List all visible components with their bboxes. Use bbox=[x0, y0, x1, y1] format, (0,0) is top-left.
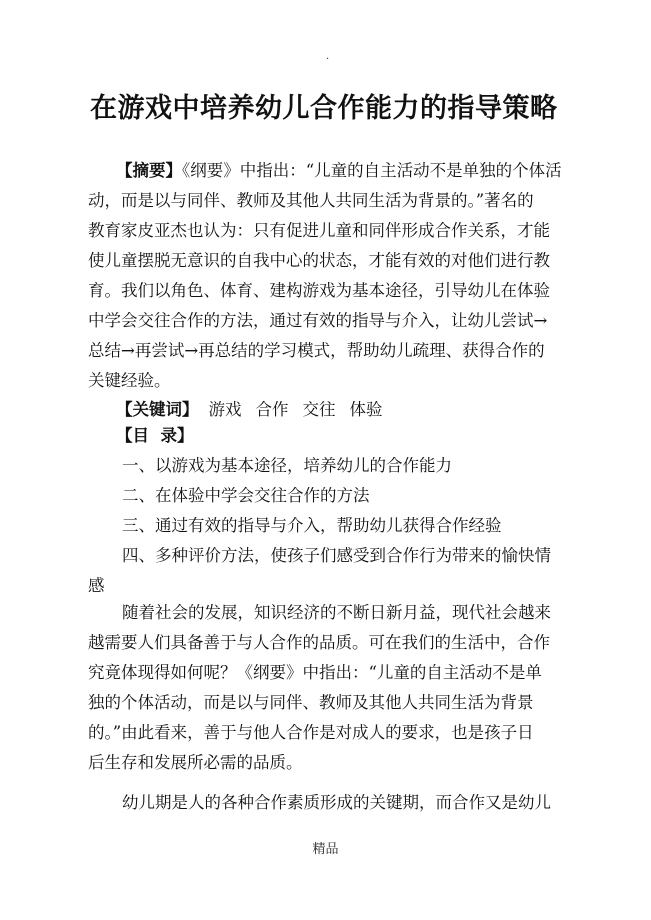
paragraph-line: 独的个体活动，而是以与同伴、教师及其他人共同生活为背景 bbox=[88, 693, 534, 712]
toc-item-continuation: 感 bbox=[88, 576, 105, 595]
paragraph-line: 究竟体现得如何呢？《纲要》中指出：“儿童的自主活动不是单 bbox=[88, 663, 542, 682]
keyword-item: 游戏 bbox=[208, 400, 242, 419]
abstract-line: 总结→再尝试→再总结的学习模式，帮助幼儿疏理、获得合作的 bbox=[88, 341, 545, 360]
abstract-text: 《纲要》中指出：“儿童的自主活动不是单独的个体活 bbox=[182, 161, 562, 180]
keywords-label: 【关键词】 bbox=[116, 400, 199, 419]
paragraph-line: 越需要人们具备善于与人合作的品质。可在我们的生活中，合作 bbox=[88, 633, 550, 652]
paragraph-line: 幼儿期是人的各种合作素质形成的关键期，而合作又是幼儿 bbox=[122, 793, 551, 812]
abstract-line: 中学会交往合作的方法，通过有效的指导与介入，让幼儿尝试→ bbox=[88, 311, 548, 330]
toc-item: 二、在体验中学会交往合作的方法 bbox=[122, 486, 370, 505]
abstract-line: 使儿童摆脱无意识的自我中心的状态，才能有效的对他们进行教 bbox=[88, 251, 550, 270]
document-title: 在游戏中培养幼儿合作能力的指导策略 bbox=[90, 93, 558, 124]
keyword-item: 体验 bbox=[349, 400, 383, 419]
paragraph-line: 的。”由此看来，善于与他人合作是对成人的要求，也是孩子日 bbox=[88, 723, 534, 742]
abstract-line bbox=[88, 156, 593, 186]
abstract-line: 教育家皮亚杰也认为：只有促进儿童和同伴形成合作关系，才能 bbox=[88, 221, 550, 240]
toc-item: 四、多种评价方法，使孩子们感受到合作行为带来的愉快情 bbox=[122, 546, 551, 565]
page-footer: 精品 bbox=[312, 842, 339, 857]
table-of-contents bbox=[88, 421, 593, 601]
paragraph-line: 后生存和发展所必需的品质。 bbox=[88, 753, 303, 772]
paragraph-line: 随着社会的发展，知识经济的不断日新月益，现代社会越来 bbox=[122, 603, 551, 622]
abstract-section bbox=[88, 156, 593, 396]
abstract-label: 【摘要】 bbox=[116, 161, 182, 180]
keyword-item: 合作 bbox=[255, 400, 289, 419]
keyword-item: 交往 bbox=[302, 400, 336, 419]
abstract-line: 动，而是以与同伴、教师及其他人共同生活为背景的。”著名的 bbox=[88, 191, 534, 210]
header-mark: · bbox=[326, 54, 330, 65]
body-paragraph-2 bbox=[88, 788, 593, 818]
toc-item: 三、通过有效的指导与介入，帮助幼儿获得合作经验 bbox=[122, 516, 502, 535]
abstract-line: 关键经验。 bbox=[88, 371, 171, 390]
abstract-line: 育。我们以角色、体育、建构游戏为基本途径，引导幼儿在体验 bbox=[88, 281, 550, 300]
toc-label: 【目 录】 bbox=[116, 426, 194, 445]
body-paragraph-1 bbox=[88, 598, 593, 778]
toc-item: 一、以游戏为基本途径，培养幼儿的合作能力 bbox=[122, 456, 452, 475]
